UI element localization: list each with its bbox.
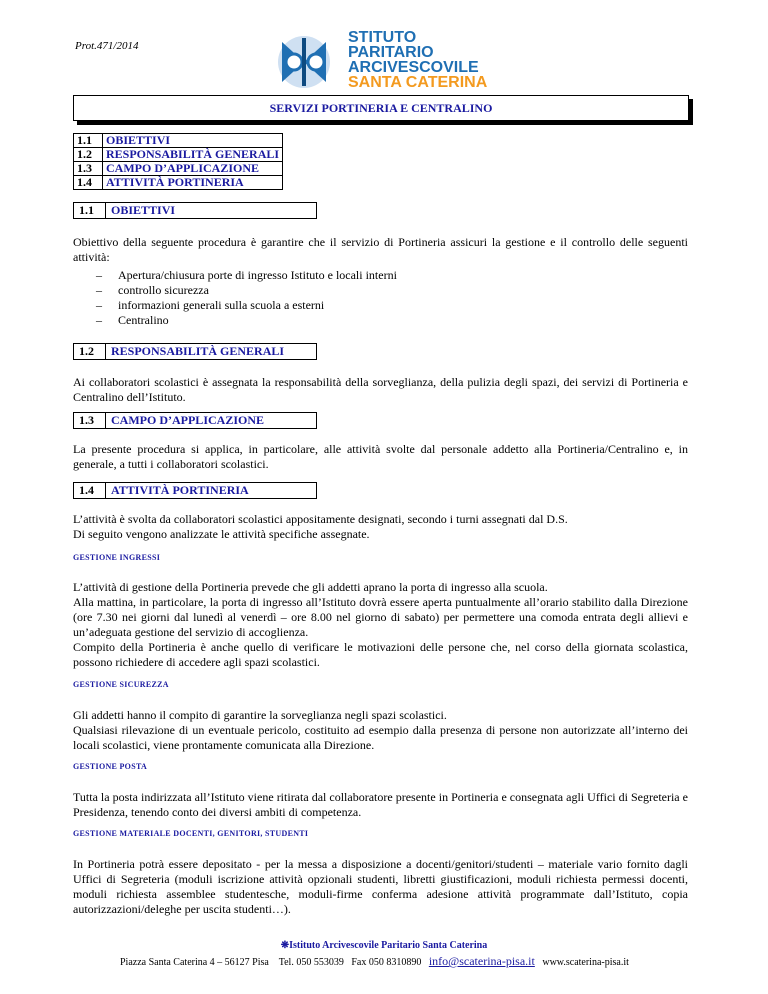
subsection-text: L’attività di gestione della Portineria prevede che gli addetti aprano la porta di ingresso alla scuola. Alla mattina, in particolare, la porta di ingresso all’Istituto dovrà essere aperta puntualmente all’orario stabilito dalla Direzione (ore 7.30 nei giorni dal lunedì al venerdì – ore 8.00 nel giorno di sabato) per permettere una comoda entrata degli allievi e un’adeguata gestione del servizio di accoglienza. Compito della Portineria è anche quello di verificare le motivazioni delle persone che, nel corso della giornata scolastica, possono richiedere di accedere agli spazi scolastici. <box>73 580 688 669</box>
section-text: La presente procedura si applica, in particolare, alle attività svolte dal personale addetto alla Portineria/Centralino e, in generale, a tutti i collaboratori scolastici. <box>73 442 688 471</box>
footer-address: Piazza Santa Caterina 4 – 56127 Pisa <box>120 957 269 968</box>
subsection-title: GESTIONE POSTA <box>73 762 148 771</box>
section-heading-obiettivi: 1.1 OBIETTIVI <box>73 202 317 219</box>
toc-row: 1.1 OBIETTIVI <box>74 134 283 148</box>
footer-fax: Fax 050 8310890 <box>351 957 422 968</box>
section-heading-campo: 1.3 CAMPO D’APPLICAZIONE <box>73 412 317 429</box>
list-item: – Apertura/chiusura porte di ingresso Istituto e locali interni <box>100 268 397 283</box>
footer-email-link[interactable]: info@scaterina-pisa.it <box>428 954 535 968</box>
subsection-text: In Portineria potrà essere depositato - per la messa a disposizione a docenti/genitori/studenti – materiale vario fornito dagli Uffici di Segreteria (moduli iscrizione attività opzionali studenti, libretti giustificazioni, moduli richiesta permessi docenti, moduli richiesta assemblee studentesche, moduli-firme conferma adesione attività programmate dall’Istituto, copia autorizzazioni/deleghe per uscita studenti…). <box>73 857 688 916</box>
toc-row: 1.4 ATTIVITÀ PORTINERIA <box>74 176 283 190</box>
toc-row: 1.3 CAMPO D’APPLICAZIONE <box>74 162 283 176</box>
document-title: SERVIZI PORTINERIA E CENTRALINO <box>73 95 689 121</box>
list-item: – Centralino <box>100 313 397 328</box>
section-text: Ai collaboratori scolastici è assegnata la responsabilità della sorveglianza, della pulizia degli spazi, dei servizi di Portineria e Centralino dell’Istituto. <box>73 375 688 404</box>
logo-emblem-icon <box>278 36 330 88</box>
footer-institute-name: ❋Istituto Arcivescovile Paritario Santa Caterina <box>280 940 488 951</box>
subsection-text: Tutta la posta indirizzata all’Istituto viene ritirata dal collaboratore presente in Portineria e consegnata agli Uffici di Segreteria e Presidenza, tenendo conto dei diversi ambiti di competenza. <box>73 790 688 819</box>
subsection-title: GESTIONE MATERIALE DOCENTI, GENITORI, STUDENTI <box>73 829 309 838</box>
table-of-contents <box>73 133 283 190</box>
section-text: Obiettivo della seguente procedura è garantire che il servizio di Portineria assicuri la gestione e il controllo delle seguenti attività: <box>73 235 688 264</box>
subsection-title: GESTIONE SICUREZZA <box>73 680 169 689</box>
footer-tel: Tel. 050 553039 <box>278 957 344 968</box>
protocol-number: Prot.471/2014 <box>75 40 139 52</box>
logo-text: STITUTO PARITARIO ARCIVESCOVILE SANTA CATERINA <box>348 29 488 91</box>
toc-row: 1.2 RESPONSABILITÀ GENERALI <box>74 148 283 162</box>
list-item: – controllo sicurezza <box>100 283 397 298</box>
subsection-title: GESTIONE INGRESSI <box>73 553 161 562</box>
section-heading-responsabilita: 1.2 RESPONSABILITÀ GENERALI <box>73 343 317 360</box>
footer-contacts <box>120 954 629 969</box>
footer-website[interactable]: www.scaterina-pisa.it <box>542 957 629 968</box>
small-logo-icon: ❋ <box>280 940 290 951</box>
subsection-text: Gli addetti hanno il compito di garantire la sorveglianza negli spazi scolastici. Qualsiasi rilevazione di un eventuale pericolo, costituito ad esempio dalla presenza di persone non autorizzate all’interno dei locali scolastici, viene prontamente comunicata alla Direzione. <box>73 708 688 752</box>
section-heading-attivita: 1.4 ATTIVITÀ PORTINERIA <box>73 482 317 499</box>
bullet-list <box>100 268 397 328</box>
list-item: – informazioni generali sulla scuola a esterni <box>100 298 397 313</box>
section-text: L’attività è svolta da collaboratori scolastici appositamente designati, secondo i turni assegnati dal D.S. Di seguito vengono analizzate le attività specifiche assegnate. <box>73 512 568 541</box>
